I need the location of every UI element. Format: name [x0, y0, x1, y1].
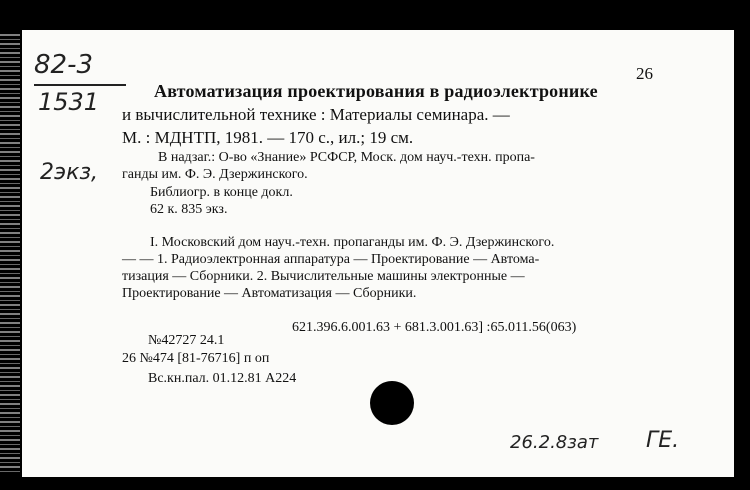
tracing-line-3: тизация — Сборники. 2. Вычислительные машины электронные — [122, 269, 525, 284]
handwritten-shelf-top: 82-3 [34, 50, 94, 80]
note-line-2: ганды им. Ф. Э. Дзержинского. [122, 167, 308, 182]
title-line-1: Автоматизация проектирования в радиоэлектронике [154, 81, 598, 101]
tracing-line-1: I. Московский дом науч.-техн. пропаганды им. Ф. Э. Дзержинского. [150, 235, 555, 250]
entry-number: 26 [636, 64, 653, 83]
punched-hole [370, 381, 414, 425]
note-line-3: Библиогр. в конце докл. [150, 185, 293, 200]
footer-line-2: 26 №474 [81-76716] п оп [122, 351, 270, 366]
footer-line-3: Вс.кн.пал. 01.12.81 А224 [148, 371, 297, 386]
classification-code: 621.396.6.001.63 + 681.3.001.63] :65.011.56(063) [292, 320, 577, 335]
imprint-line: М. : МДНТП, 1981. — 170 с., ил.; 19 см. [122, 128, 414, 147]
note-line-4: 62 к. 835 экз. [150, 202, 228, 217]
handwritten-shelf-divider [34, 84, 126, 86]
note-line-1: В надзаг.: О-во «Знание» РСФСР, Моск. дом науч.-техн. пропа- [158, 150, 535, 165]
title-line-2: и вычислительной технике : Материалы семинара. — [122, 105, 510, 124]
handwritten-date-note: 26.2.8зат [510, 432, 599, 453]
footer-line-1: №42727 24.1 [148, 333, 225, 348]
handwritten-initials: ГЕ. [646, 428, 680, 453]
handwritten-copies: 2экз, [40, 160, 99, 185]
tracing-line-4: Проектирование — Автоматизация — Сборники. [122, 286, 417, 301]
handwritten-shelf-bottom: 1531 [38, 88, 100, 116]
scan-edge-strip [0, 34, 20, 474]
tracing-line-2: — — 1. Радиоэлектронная аппаратура — Проектирование — Автома- [122, 252, 540, 267]
